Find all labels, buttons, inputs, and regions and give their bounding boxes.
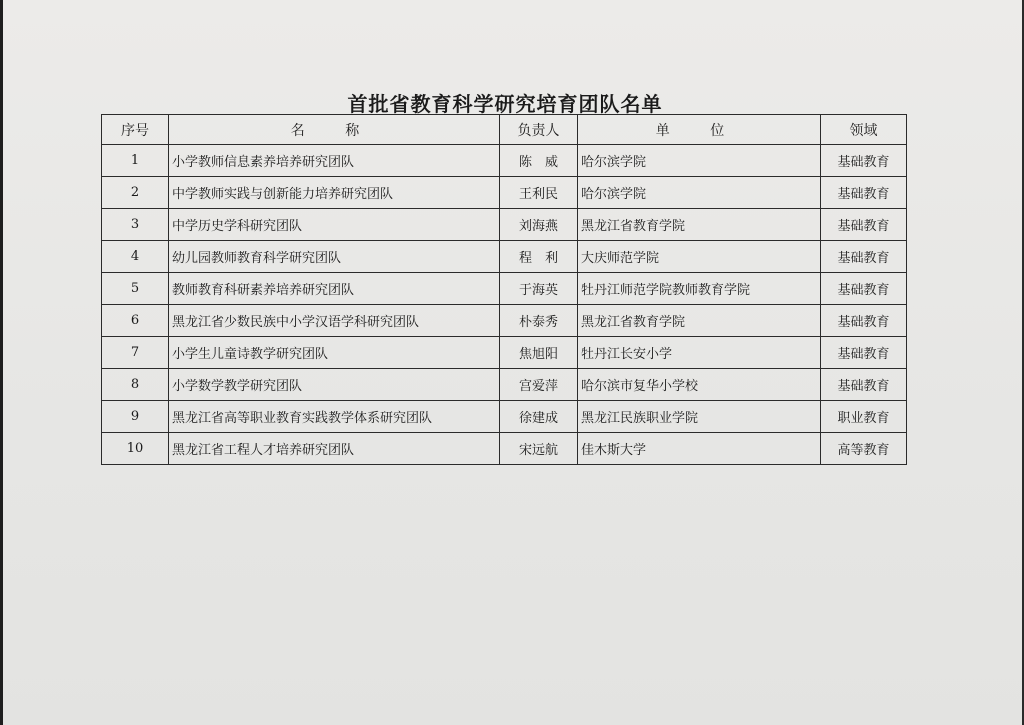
- table-row: [102, 209, 907, 241]
- table-header-row: [102, 115, 907, 145]
- row-team-name: 小学数学教学研究团队: [169, 369, 500, 401]
- row-leader: 陈 威: [500, 145, 578, 177]
- row-unit: 大庆师范学院: [578, 241, 821, 273]
- row-team-name: 黑龙江省少数民族中小学汉语学科研究团队: [169, 305, 500, 337]
- row-leader: 焦旭阳: [500, 337, 578, 369]
- row-leader: 宫爱萍: [500, 369, 578, 401]
- row-team-name: 黑龙江省高等职业教育实践教学体系研究团队: [169, 401, 500, 433]
- document-title: 首批省教育科学研究培育团队名单: [347, 92, 663, 116]
- row-field: 高等教育: [821, 433, 907, 465]
- table-row: [102, 305, 907, 337]
- row-field: 基础教育: [821, 369, 907, 401]
- header-name: 名 称: [169, 115, 500, 145]
- row-team-name: 中学教师实践与创新能力培养研究团队: [169, 177, 500, 209]
- row-field: 基础教育: [821, 177, 907, 209]
- row-field: 基础教育: [821, 305, 907, 337]
- row-field: 基础教育: [821, 337, 907, 369]
- header-leader: 负责人: [500, 115, 578, 145]
- header-field: 领域: [821, 115, 907, 145]
- row-unit: 哈尔滨学院: [578, 145, 821, 177]
- row-leader: 宋远航: [500, 433, 578, 465]
- row-index: 7: [102, 337, 169, 369]
- row-team-name: 小学生儿童诗教学研究团队: [169, 337, 500, 369]
- row-leader: 徐建成: [500, 401, 578, 433]
- row-team-name: 幼儿园教师教育科学研究团队: [169, 241, 500, 273]
- table-row: [102, 369, 907, 401]
- row-leader: 刘海燕: [500, 209, 578, 241]
- row-unit: 哈尔滨市复华小学校: [578, 369, 821, 401]
- row-team-name: 教师教育科研素养培养研究团队: [169, 273, 500, 305]
- row-index: 9: [102, 401, 169, 433]
- header-index: 序号: [102, 115, 169, 145]
- row-index: 8: [102, 369, 169, 401]
- row-unit: 牡丹江师范学院教师教育学院: [578, 273, 821, 305]
- row-team-name: 黑龙江省工程人才培养研究团队: [169, 433, 500, 465]
- table-row: [102, 177, 907, 209]
- table-row: [102, 241, 907, 273]
- row-field: 基础教育: [821, 273, 907, 305]
- row-unit: 黑龙江省教育学院: [578, 305, 821, 337]
- row-leader: 于海英: [500, 273, 578, 305]
- row-leader: 朴泰秀: [500, 305, 578, 337]
- row-leader: 王利民: [500, 177, 578, 209]
- row-field: 基础教育: [821, 145, 907, 177]
- row-team-name: 中学历史学科研究团队: [169, 209, 500, 241]
- row-index: 1: [102, 145, 169, 177]
- row-index: 5: [102, 273, 169, 305]
- table-row: [102, 433, 907, 465]
- row-index: 2: [102, 177, 169, 209]
- row-team-name: 小学教师信息素养培养研究团队: [169, 145, 500, 177]
- table-row: [102, 337, 907, 369]
- row-field: 职业教育: [821, 401, 907, 433]
- row-index: 4: [102, 241, 169, 273]
- row-field: 基础教育: [821, 209, 907, 241]
- table-row: [102, 273, 907, 305]
- header-unit: 单 位: [578, 115, 821, 145]
- table-row: [102, 401, 907, 433]
- row-leader: 程 利: [500, 241, 578, 273]
- row-index: 10: [102, 433, 169, 465]
- row-index: 3: [102, 209, 169, 241]
- row-unit: 牡丹江长安小学: [578, 337, 821, 369]
- table-row: [102, 145, 907, 177]
- team-roster-table: [101, 114, 907, 465]
- row-field: 基础教育: [821, 241, 907, 273]
- row-unit: 哈尔滨学院: [578, 177, 821, 209]
- row-unit: 黑龙江省教育学院: [578, 209, 821, 241]
- row-unit: 黑龙江民族职业学院: [578, 401, 821, 433]
- row-index: 6: [102, 305, 169, 337]
- row-unit: 佳木斯大学: [578, 433, 821, 465]
